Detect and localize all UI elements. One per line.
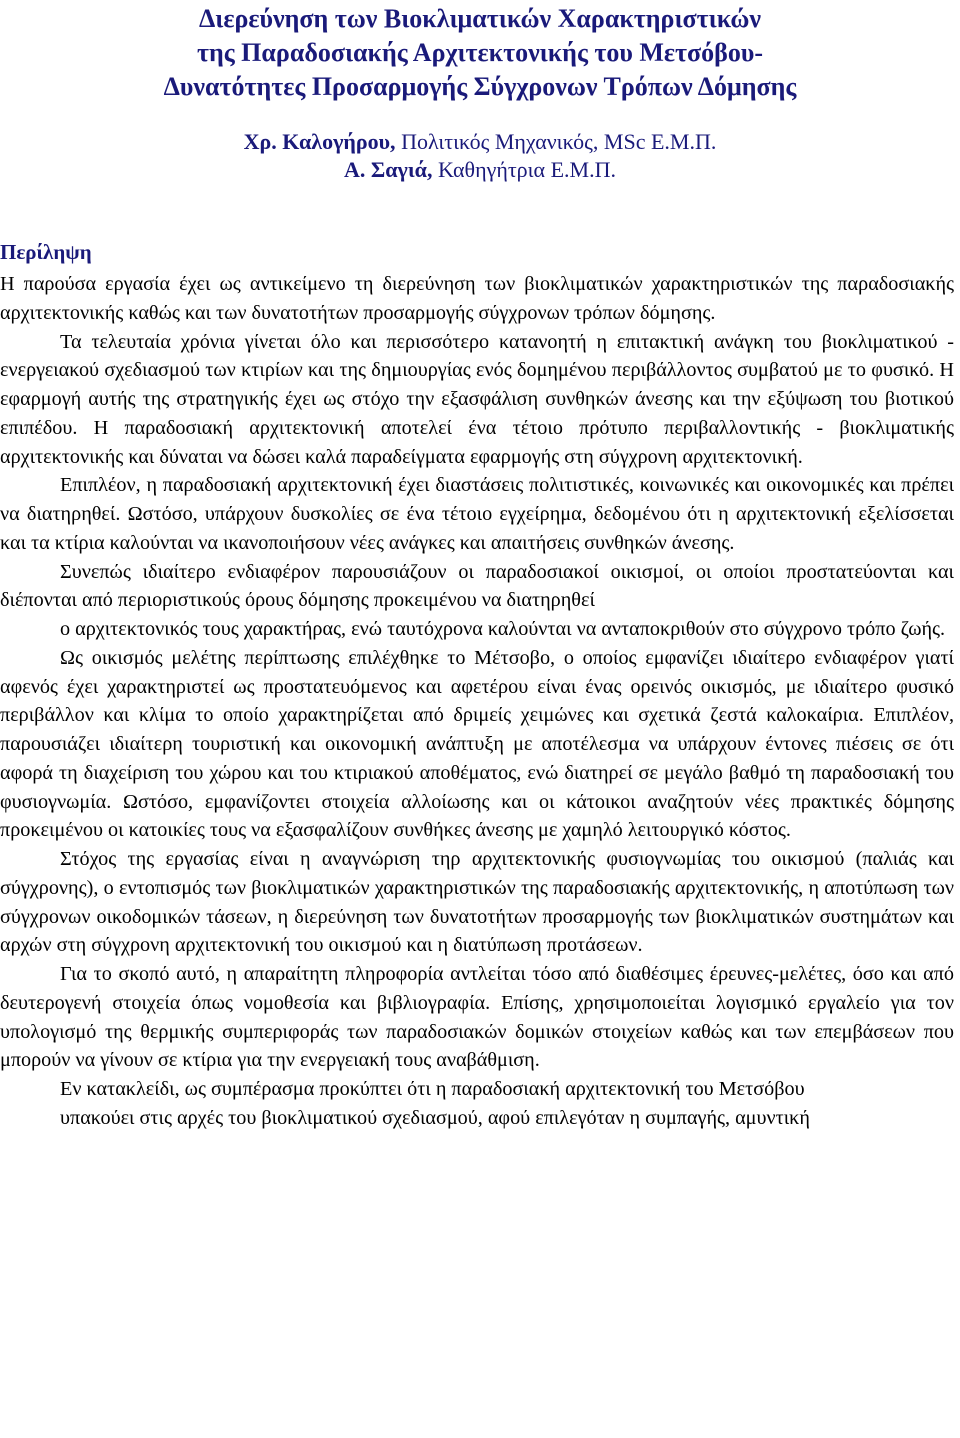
author-block: [0, 128, 960, 184]
title-line-2: της Παραδοσιακής Αρχιτεκτονικής του Μετσόβου-: [196, 38, 764, 67]
abstract-heading: Περίληψη: [0, 240, 92, 264]
abstract-paragraph: υπακούει στις αρχές του βιοκλιματικού σχεδιασμού, αφού επιλεγόταν η συμπαγής, αμυντική: [60, 1106, 810, 1129]
abstract-paragraph: Τα τελευταία χρόνια γίνεται όλο και περισσότερο κατανοητή η επιτακτική ανάγκη του βιοκλιματικού - ενεργειακού σχεδιασμού των κτιρίων και της δημιουργίας ενός δομημένου περιβάλλοντος συμβατού με το φυσικό. Η εφαρμογή αυτής της στρατηγικής έχει ως στόχο την εξασφάλιση συνθηκών άνεσης και την εξύψωση του βιοτικού επιπέδου. Η παραδοσιακή αρχιτεκτονική αποτελεί ένα τέτοιο πρότυπο περιβαλλοντικής - βιοκλιματικής αρχιτεκτονικής και δύναται να δώσει καλά παραδείγματα εφαρμογής στη σύγχρονη αρχιτεκτονική.: [0, 330, 954, 468]
abstract-paragraph: Εν κατακλείδι, ως συμπέρασμα προκύπτει ότι η παραδοσιακή αρχιτεκτονική του Μετσόβου: [60, 1078, 805, 1100]
author-role-2: Καθηγήτρια Ε.Μ.Π.: [432, 157, 616, 182]
abstract-paragraph: Στόχος της εργασίας είναι η αναγνώριση τηρ αρχιτεκτονικής φυσιογνωμίας του οικισμού (παλιάς και σύγχρονης), ο εντοπισμός των βιοκλιματικών χαρακτηριστικών της παραδοσιακής αρχιτεκτονικής, η αποτύπωση των σύγχρονων οικοδομικών τάσεων, η διερεύνηση των δυνατοτήτων προσαρμογής των βιοκλιματικών συστημάτων και αρχών στη σύγχρονη αρχιτεκτονική του οικισμού και η διατύπωση προτάσεων.: [0, 848, 954, 957]
title-line-3: Δυνατότητες Προσαρμογής Σύγχρονων Τρόπων Δόμησης: [163, 72, 797, 101]
abstract-paragraph: Συνεπώς ιδιαίτερο ενδιαφέρον παρουσιάζουν οι παραδοσιακοί οικισμοί, οι οποίοι προστατεύονται και διέπονται από περιοριστικούς όρους δόμησης προκειμένου να διατηρηθεί: [0, 560, 954, 612]
abstract-paragraph: ο αρχιτεκτονικός τους χαρακτήρας, ενώ ταυτόχρονα καλούνται να ανταποκριθούν στο σύγχρονο τρόπο ζωής.: [60, 618, 946, 640]
author-line-2: [0, 156, 960, 184]
author-name-1: Χρ. Καλογήρου,: [243, 129, 396, 154]
author-line-1: [0, 128, 960, 156]
abstract-body: [0, 270, 954, 1133]
abstract-paragraph: Η παρούσα εργασία έχει ως αντικείμενο τη διερεύνηση των βιοκλιματικών χαρακτηριστικών της παραδοσιακής αρχιτεκτονικής καθώς και των δυνατοτήτων προσαρμογής σύγχρονων τρόπων δόμησης.: [0, 273, 954, 324]
abstract-paragraph: Επιπλέον, η παραδοσιακή αρχιτεκτονική έχει διαστάσεις πολιτιστικές, κοινωνικές και οικονομικές και πρέπει να διατηρηθεί. Ωστόσο, υπάρχουν δυσκολίες σε ένα τέτοιο εγχείρημα, δεδομένου ότι η αρχιτεκτονική εξελίσσεται και τα κτίρια καλούνται να ικανοποιήσουν νέες ανάγκες και απαιτήσεις συνθηκών άνεσης.: [0, 474, 954, 554]
abstract-paragraph: Ως οικισμός μελέτης περίπτωσης επιλέχθηκε το Μέτσοβο, ο οποίος εμφανίζει ιδιαίτερο ενδιαφέρον γιατί αφενός έχει χαρακτηριστεί ως προστατευόμενος και αφετέρου είναι ένας ορεινός οικισμός, με ιδιαίτερο φυσικό περιβάλλον και κλίμα το οποίο χαρακτηρίζεται από δριμείς χειμώνες και σχετικά ζεστά καλοκαίρια. Επιπλέον, παρουσιάζει ιδιαίτερη τουριστική και οικονομική ανάπτυξη με αποτέλεσμα να υπάρχουν έντονες πιέσεις σε ότι αφορά τη διαχείριση του χώρου και του κτιριακού αποθέματος, ενώ διατηρεί σε μεγάλο βαθμό τη παραδοσιακή του φυσιογνωμία. Ωστόσο, εμφανίζοντει στοιχεία αλλοίωσης και οι κάτοικοι αναζητούν νέες πρακτικές δόμησης προκειμένου οι κατοικίες τους να εξασφαλίζουν συνθήκες άνεσης με χαμηλό λειτουργικό κόστος.: [0, 646, 954, 842]
paper-title: [0, 2, 960, 104]
abstract-paragraph: Για το σκοπό αυτό, η απαραίτητη πληροφορία αντλείται τόσο από διαθέσιμες έρευνες-μελέτες, όσο και από δευτερογενή στοιχεία όπως νομοθεσία και βιβλιογραφία. Επίσης, χρησιμοποιείται λογισμικό εργαλείο για τον υπολογισμό της θερμικής συμπεριφοράς των παραδοσιακών δομικών στοιχείων καθώς και των επεμβάσεων που μπορούν να γίνουν σε κτίρια για την ενεργειακή τους αναβάθμιση.: [0, 963, 954, 1072]
author-name-2: Α. Σαγιά,: [344, 157, 433, 182]
title-line-1: Διερεύνηση των Βιοκλιματικών Χαρακτηριστικών: [198, 4, 762, 33]
author-role-1: Πολιτικός Μηχανικός, MSc Ε.Μ.Π.: [395, 129, 717, 154]
